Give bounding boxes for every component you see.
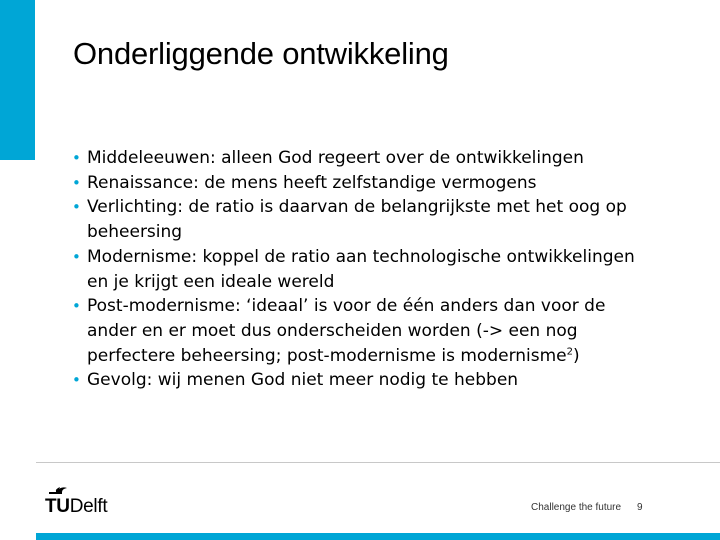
bullet-text: Renaissance: de mens heeft zelfstandige vermogens xyxy=(87,172,537,193)
logo-tu: TU xyxy=(45,496,70,517)
bullet-dot-icon: • xyxy=(72,149,81,167)
bullet-text: Verlichting: de ratio is daarvan de belangrijkste met het oog op beheersing xyxy=(87,197,627,243)
bullet-item xyxy=(72,195,652,244)
bullet-dot-icon: • xyxy=(72,198,81,217)
logo-delft: Delft xyxy=(69,496,108,517)
bullet-dot-icon: • xyxy=(72,371,81,390)
bullet-item xyxy=(72,294,652,368)
superscript: 2 xyxy=(566,345,574,357)
bullet-text: Modernisme: koppel de ratio aan technologische ontwikkelingen en je krijgt een ideale wereld xyxy=(87,246,635,292)
slide-title: Onderliggende ontwikkeling xyxy=(73,36,449,71)
bullet-list xyxy=(72,146,652,393)
bottom-accent-bar xyxy=(36,533,720,540)
page-number: 9 xyxy=(637,502,643,513)
bullet-text: Post-modernisme: ‘ideaal’ is voor de één anders dan voor de ander en er moet dus onderscheiden worden (-> een nog perfectere beheersing; post-modernisme is modernisme xyxy=(87,296,606,366)
bullet-text: Middeleeuwen: alleen God regeert over de ontwikkelingen xyxy=(87,148,584,168)
bullet-text: Gevolg: wij menen God niet meer nodig te hebben xyxy=(87,370,519,391)
logo-wordmark xyxy=(45,496,107,518)
accent-bar xyxy=(0,0,35,160)
bullet-item xyxy=(72,146,652,171)
bullet-dot-icon: • xyxy=(72,297,81,316)
footer-tagline: Challenge the future xyxy=(531,502,622,513)
footer-divider xyxy=(36,462,720,463)
bullet-text-end: ) xyxy=(573,345,580,366)
bullet-item xyxy=(72,245,652,294)
bullet-dot-icon: • xyxy=(72,247,81,266)
bullet-item xyxy=(72,368,652,393)
bullet-dot-icon: • xyxy=(72,173,81,192)
bullet-item xyxy=(72,171,652,196)
